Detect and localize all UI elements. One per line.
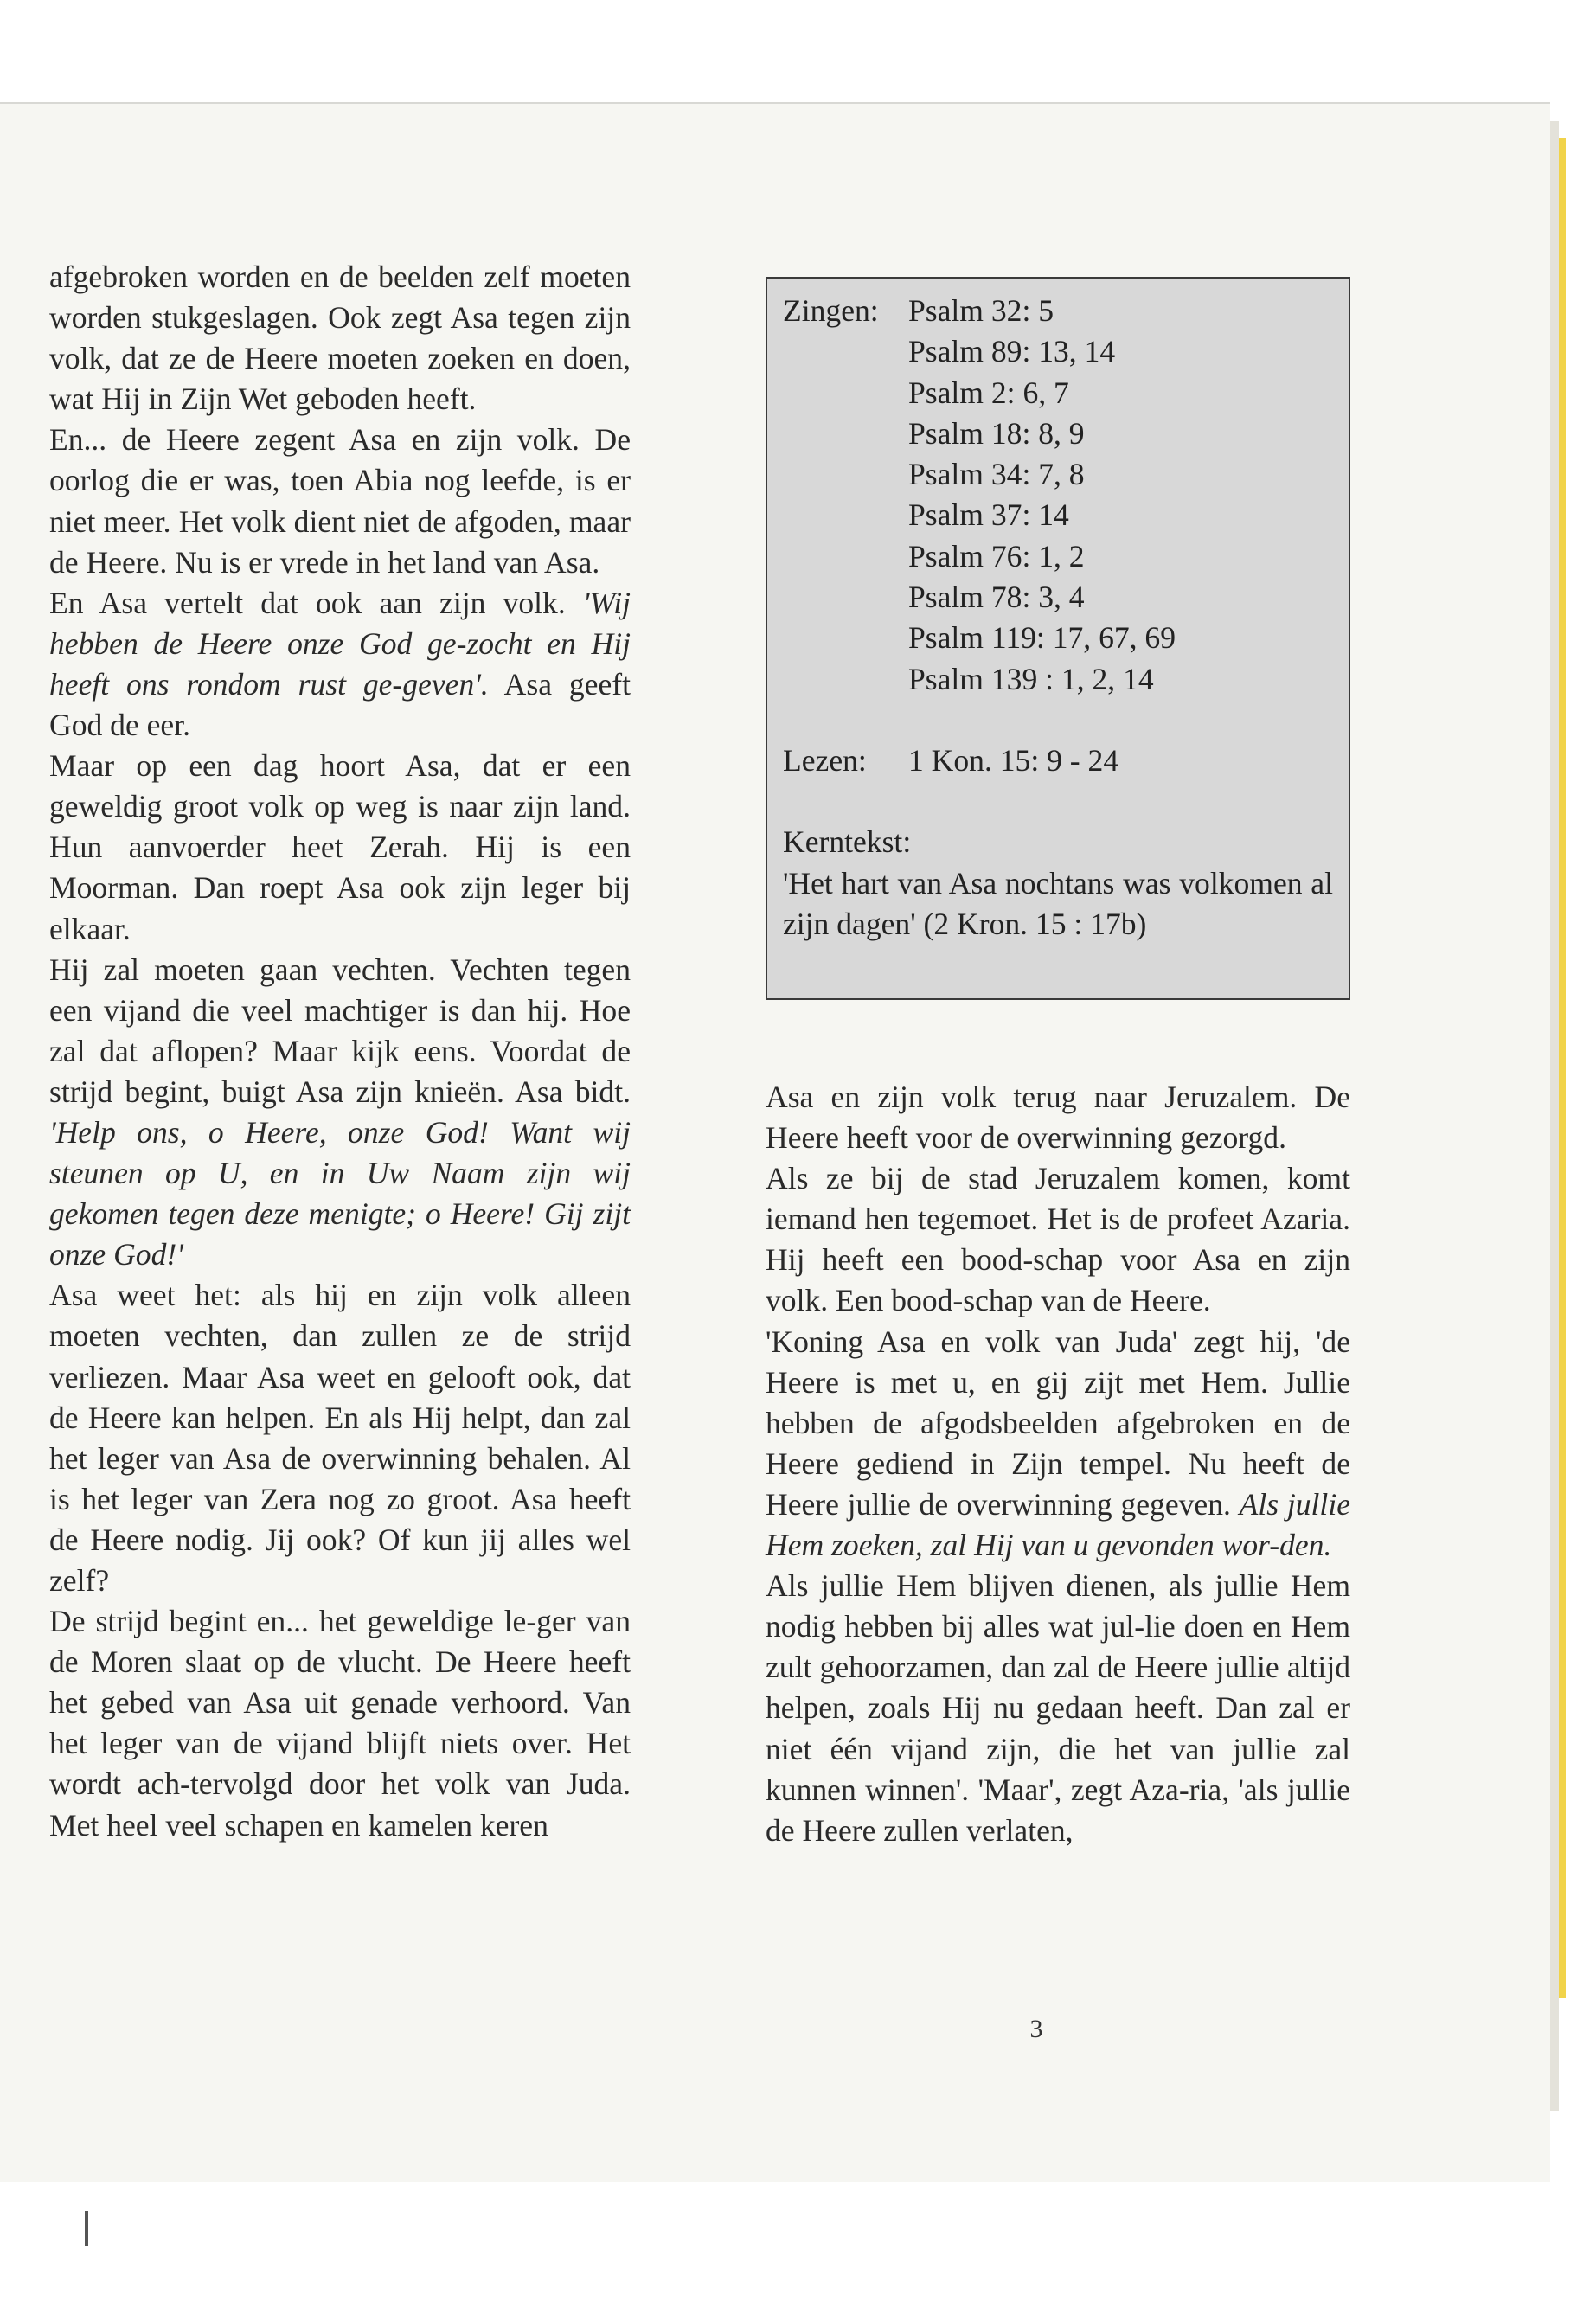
psalm-item: Psalm 34: 7, 8 xyxy=(908,457,1085,492)
kerntekst-value: 'Het hart van Asa nochtans was volkomen al zijn dagen' (2 Kron. 15 : 17b) xyxy=(783,865,1333,941)
psalm-item: Psalm 89: 13, 14 xyxy=(908,334,1116,369)
paragraph: Maar op een dag hoort Asa, dat er een geweldig groot volk op weg is naar zijn land. Hun aanvoerder heet Zerah. Hij is een Moorman. Dan roept Asa ook zijn leger bij elkaar. xyxy=(49,748,631,946)
psalm-item: Psalm 18: 8, 9 xyxy=(908,415,1085,451)
paragraph: Asa weet het: als hij en zijn volk alleen moeten vechten, dan zullen ze de strijd verliezen. Maar Asa weet en gelooft ook, dat de Heere kan helpen. En als Hij helpt, dan zal het leger van Asa de overwinning behalen. Al is het leger van Zera nog zo groot. Asa heeft de Heere nodig. Jij ook? Of kun jij alles wel zelf? xyxy=(49,1278,631,1598)
left-text-column xyxy=(49,257,631,1846)
paragraph: De strijd begint en... het geweldige le-ger van de Moren slaat op de vlucht. De Heere heeft het gebed van Asa uit genade verhoord. Van het leger van de vijand blijft niets over. Het wordt ach-tervolgd door het volk van Juda. Met heel veel schapen en kamelen keren xyxy=(49,1604,631,1843)
paragraph: En Asa vertelt dat ook aan zijn volk. 'Wij hebben de Heere onze God ge-zocht en Hij heeft ons rondom rust ge-geven'. Asa geeft God de eer. xyxy=(49,585,631,743)
psalm-item: Psalm 139 : 1, 2, 14 xyxy=(908,661,1154,696)
zingen-row xyxy=(783,291,1333,700)
paragraph: Als jullie Hem blijven dienen, als jullie Hem nodig hebben bij alles wat jul-lie doen en Hem zult gehoorzamen, dan zal de Heere jullie altijd helpen, zoals Hij nu gedaan heeft. Dan zal er niet één vijand zijn, die het van jullie zal kunnen winnen'. 'Maar', zegt Aza-ria, 'als jullie de Heere zullen verlaten, xyxy=(766,1568,1350,1848)
lezen-label: Lezen: xyxy=(783,742,867,778)
right-text-column xyxy=(766,1077,1350,1851)
paragraph: afgebroken worden en de beelden zelf moeten worden stukgeslagen. Ook zegt Asa tegen zijn volk, dat ze de Heere moeten zoeken en doen, wat Hij in Zijn Wet geboden heeft. xyxy=(49,260,631,417)
psalm-item: Psalm 78: 3, 4 xyxy=(908,580,1085,615)
psalm-item: Psalm 119: 17, 67, 69 xyxy=(908,620,1176,656)
paragraph: Hij zal moeten gaan vechten. Vechten tegen een vijand die veel machtiger is dan hij. Hoe zal dat aflopen? Maar kijk eens. Voordat de strijd begint, buigt Asa zijn knieën. Asa bidt. 'Help ons, o Heere, onze God! Want wij steunen op U, en in Uw Naam zijn wij gekomen tegen deze menigte; o Heere! Gij zijt onze God!' xyxy=(49,952,631,1272)
prayer-quote: 'Help ons, o Heere, onze God! Want wij steunen op U, en in Uw Naam zijn wij gekomen tegen deze menigte; o Heere! Gij zijt onze God!' xyxy=(49,1114,631,1272)
page-number: 3 xyxy=(1029,2015,1043,2043)
lezen-row xyxy=(783,740,1333,781)
psalm-item: Psalm 37: 14 xyxy=(908,497,1069,533)
reading-box xyxy=(766,277,1350,1000)
paragraph: Als ze bij de stad Jeruzalem komen, komt iemand hen tegemoet. Het is de profeet Azaria. Hij heeft een bood-schap voor Asa en zijn volk. Een bood-schap van de Heere. xyxy=(766,1161,1350,1318)
page-edge xyxy=(1550,121,1559,2111)
quote: 'Wij hebben de Heere onze God ge-zocht en Hij heeft ons rondom rust ge-geven'. xyxy=(49,585,631,702)
quote: Als jullie Hem zoeken, zal Hij van u gevonden wor-den. xyxy=(766,1486,1350,1563)
paragraph: En... de Heere zegent Asa en zijn volk. De oorlog die er was, toen Abia nog leefde, is er niet meer. Het volk dient niet de afgoden, maar de Heere. Nu is er vrede in het land van Asa. xyxy=(49,422,631,580)
yellow-page-edge xyxy=(1559,138,1566,1998)
psalm-item: Psalm 32: 5 xyxy=(908,293,1054,328)
zingen-label: Zingen: xyxy=(783,293,879,328)
psalm-list xyxy=(908,291,1176,700)
kerntekst-label: Kerntekst: xyxy=(783,824,912,860)
paragraph: 'Koning Asa en volk van Juda' zegt hij, 'de Heere is met u, en gij zijt met Hem. Jullie hebben de afgodsbeelden afgebroken en de Heere gediend in Zijn tempel. Nu heeft de Heere jullie de overwinning gegeven. Als jullie Hem zoeken, zal Hij van u gevonden wor-den. xyxy=(766,1324,1350,1563)
psalm-item: Psalm 2: 6, 7 xyxy=(908,375,1069,410)
paragraph: Asa en zijn volk terug naar Jeruzalem. De Heere heeft voor de overwinning gezorgd. xyxy=(766,1080,1350,1156)
lezen-value: 1 Kon. 15: 9 - 24 xyxy=(908,742,1119,778)
scan-mark xyxy=(85,2211,88,2246)
psalm-item: Psalm 76: 1, 2 xyxy=(908,538,1085,574)
